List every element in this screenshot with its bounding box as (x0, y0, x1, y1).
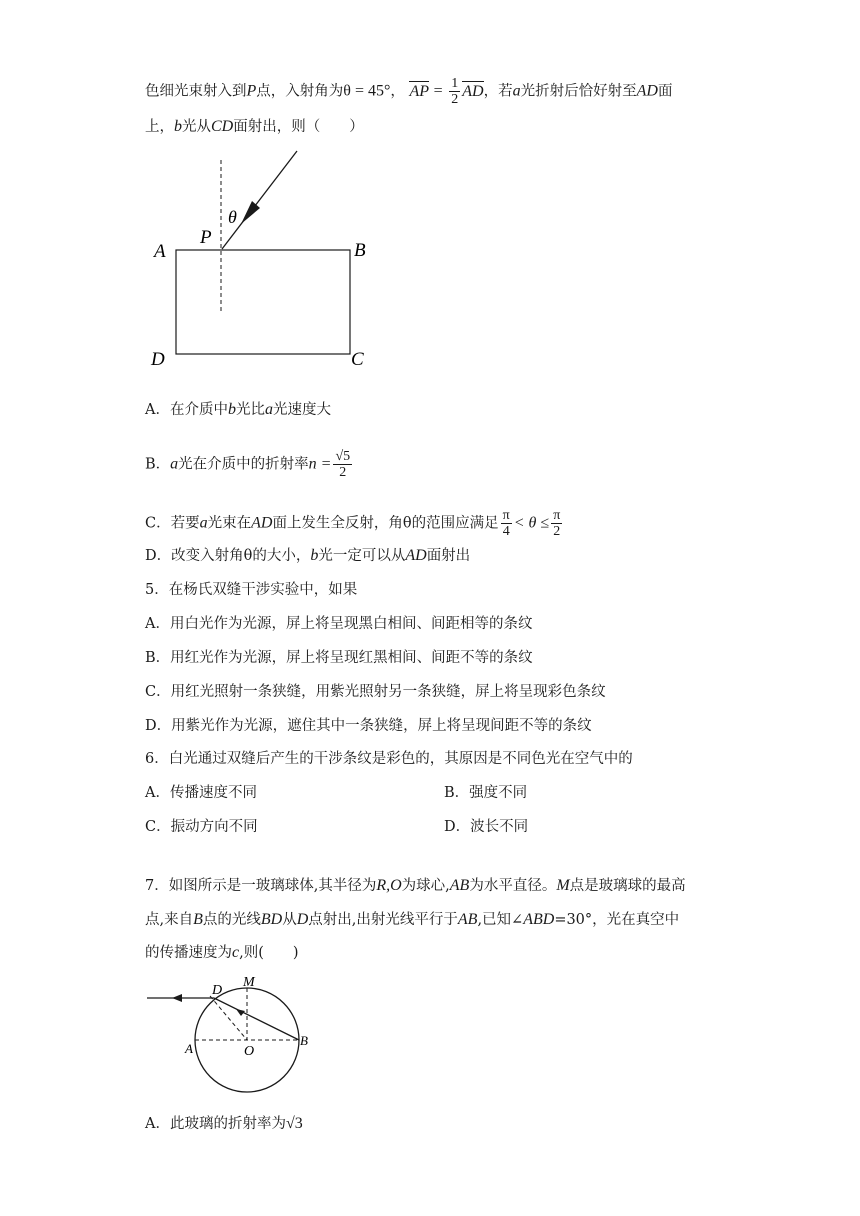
q7-stem-text: ,则( ) (239, 945, 299, 961)
q7-stem-text: 的传播速度为 (145, 945, 232, 961)
vector-ap: AP (409, 82, 430, 100)
refractive-index-symbol: n = (308, 455, 332, 473)
fraction-numerator: √5 (335, 449, 351, 464)
incident-angle: θ = 45° (343, 82, 391, 100)
option-text: B． (145, 456, 171, 473)
point-b: B (193, 911, 203, 928)
fraction-numerator: π (553, 508, 561, 523)
light-b: b (227, 401, 236, 418)
q7-stem-text: 点射出,出射光线平行于 (308, 912, 458, 928)
label-a: A (154, 241, 166, 262)
point-p: P (246, 82, 257, 100)
option-text: D．改变入射角θ的大小， (145, 548, 311, 564)
option-text: 光在介质中的折射率 (178, 456, 309, 473)
q4-stem-text: 面 (657, 83, 673, 100)
radius-center: R,O (376, 877, 402, 894)
point-m: M (556, 877, 570, 894)
vector-ad: AD (462, 82, 484, 100)
q7-stem-text: 7．如图所示是一玻璃球体,其半径为 (145, 878, 377, 894)
refractive-index-value: √3 (285, 1115, 303, 1132)
light-a: a (512, 82, 521, 100)
inequality: < θ ≤ (513, 514, 550, 532)
label-a: A (185, 1041, 193, 1056)
option-text: C．若要 (145, 515, 200, 532)
light-b: b (174, 118, 182, 135)
q7-stem-text: 点是玻璃球的最高 (569, 878, 686, 894)
exit-ray-arrowhead (172, 994, 182, 1002)
label-b: B (300, 1033, 308, 1048)
light-a: a (199, 514, 208, 532)
fraction-denominator: 4 (502, 524, 510, 539)
fraction-denominator: 2 (553, 524, 561, 539)
q7-stem-text: 从 (282, 912, 297, 928)
q7-stem-text: ,已知∠ (477, 912, 524, 928)
point-d: D (296, 911, 309, 928)
q5-option-b[interactable]: B．用红光作为光源，屏上将呈现红黑相间、间距不等的条纹 (145, 650, 533, 666)
label-m: M (243, 975, 255, 990)
q5-stem: 5．在杨氏双缝干涉实验中，如果 (145, 582, 358, 598)
q7-stem-text: 为水平直径。 (469, 878, 557, 894)
face-cd: CD (211, 118, 234, 135)
q6-option-c[interactable]: C．振动方向不同 (145, 819, 258, 835)
normal-od-line (210, 996, 247, 1040)
q6-option-b[interactable]: B．强度不同 (444, 785, 528, 801)
q4-stem-text: 色细光束射入到 (145, 83, 247, 100)
light-b: b (310, 547, 319, 564)
ray-bd: BD (260, 911, 283, 928)
option-text: 光一定可以从 (318, 548, 406, 564)
ray-bd-line (214, 998, 299, 1040)
diameter-ab: AB (457, 911, 478, 928)
option-text: 光比 (235, 402, 265, 418)
option-text: 面射出 (426, 548, 471, 564)
label-b: B (354, 240, 366, 261)
face-ad: AD (636, 82, 658, 100)
option-text: 面上发生全反射，角θ的范围应满足 (272, 515, 499, 532)
fraction-denominator: 2 (451, 92, 459, 107)
q7-option-a[interactable] (145, 1114, 303, 1134)
comma: ， (390, 83, 405, 100)
q7-stem-text: 为球心, (401, 878, 450, 894)
q5-option-c[interactable]: C．用红光照射一条狭缝，用紫光照射另一条狭缝，屏上将呈现彩色条纹 (145, 684, 606, 700)
light-a: a (264, 401, 273, 418)
label-d: D (212, 983, 223, 998)
label-theta: θ (228, 207, 237, 227)
option-text: 光速度大 (272, 402, 331, 418)
fraction-numerator: π (502, 508, 510, 523)
q4-stem-text: 光折射后恰好射至 (520, 83, 637, 100)
face-ad: AD (251, 514, 273, 532)
label-o: O (244, 1044, 255, 1059)
equals-sign: = (433, 82, 443, 100)
q6-option-a[interactable]: A．传播速度不同 (145, 785, 257, 801)
q6-option-d[interactable]: D．波长不同 (444, 819, 529, 835)
diameter-ab: AB (449, 877, 470, 894)
q6-stem: 6．白光通过双缝后产生的干涉条纹是彩色的，其原因是不同色光在空气中的 (145, 751, 633, 767)
q4-stem-text: ，若 (483, 83, 513, 100)
option-text: A．此玻璃的折射率为 (145, 1116, 286, 1132)
q7-stem-text: =30°，光在真空中 (554, 912, 680, 928)
q4-stem-text: 上， (145, 119, 174, 135)
q4-stem-text: 光从 (182, 119, 211, 135)
q7-stem-text: 点,来自 (145, 912, 194, 928)
label-d: D (151, 349, 165, 370)
q4-stem-text: 面射出，则（ ） (233, 119, 364, 135)
speed-of-light: c (232, 944, 240, 961)
q5-option-a[interactable]: A．用白光作为光源，屏上将呈现黑白相间、间距相等的条纹 (145, 616, 533, 632)
face-ad: AD (405, 547, 427, 564)
option-text: 光束在 (207, 515, 252, 532)
ray-bd-arrowhead (236, 1009, 245, 1016)
q7-stem-text: 点的光线 (202, 912, 261, 928)
label-p: P (200, 227, 212, 248)
fraction-numerator: 1 (451, 76, 459, 91)
fraction-denominator: 2 (339, 465, 347, 480)
q5-option-d[interactable]: D．用紫光作为光源，遮住其中一条狭缝，屏上将呈现间距不等的条纹 (145, 718, 592, 734)
label-c: C (351, 349, 364, 370)
angle-abd: ABD (523, 911, 555, 928)
q4-stem-text: 点，入射角为 (256, 83, 344, 100)
option-text: A．在介质中 (145, 402, 228, 418)
light-a: a (170, 455, 179, 473)
